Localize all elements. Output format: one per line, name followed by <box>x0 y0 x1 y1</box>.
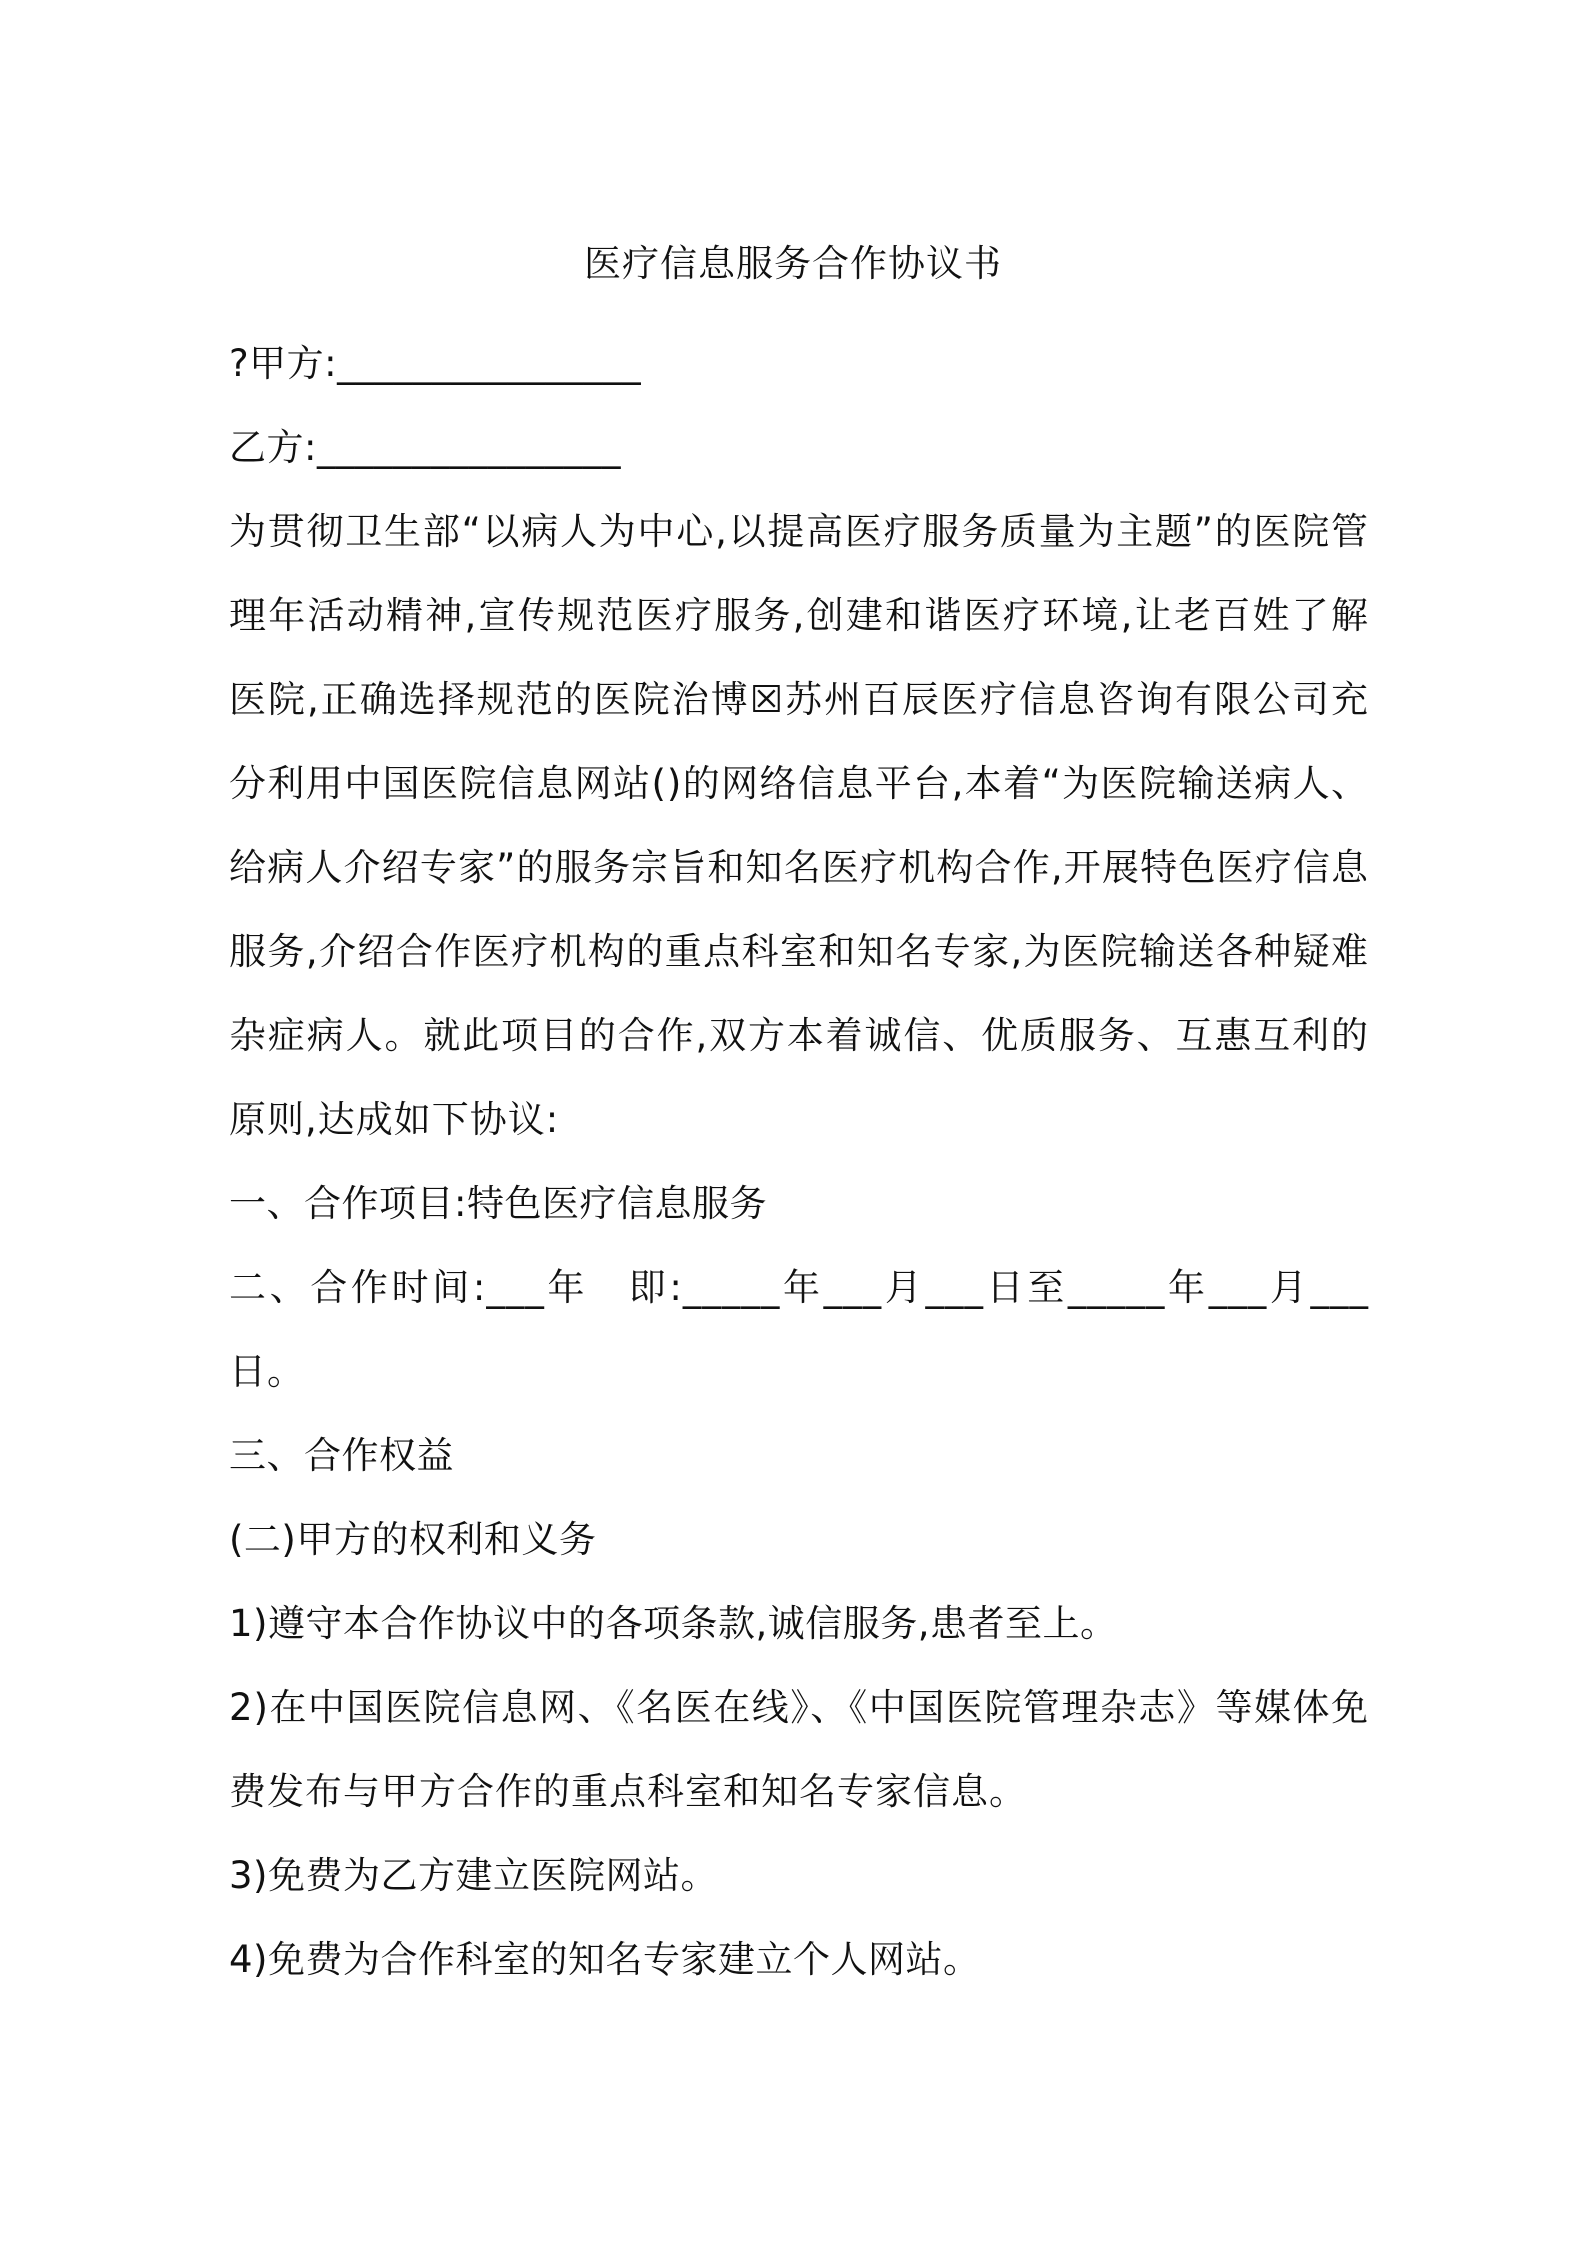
clause-1: 1)遵守本合作协议中的各项条款,诚信服务,患者至上。 <box>229 1602 1118 1645</box>
clause-2: 2)在中国医院信息网、《名医在线》、《中国医院管理杂志》等媒体免费发布与甲方合作的重点科室和知名专家信息。 <box>229 1686 1369 1813</box>
document-body <box>229 322 1369 2002</box>
section-cooperation-period: 二、合作时间:___年 即:_____年___月___日至_____年___月___日。 <box>229 1266 1369 1393</box>
document-title: 医疗信息服务合作协议书 <box>584 242 1002 285</box>
clause-3: 3)免费为乙方建立医院网站。 <box>229 1854 718 1897</box>
subsection-party-a-rights: (二)甲方的权利和义务 <box>229 1518 597 1561</box>
party-a-line: ?甲方:________________ <box>229 342 642 385</box>
clause-4: 4)免费为合作科室的知名专家建立个人网站。 <box>229 1938 981 1981</box>
intro-paragraph: 为贯彻卫生部“以病人为中心,以提高医疗服务质量为主题”的医院管理年活动精神,宣传规范医疗服务,创建和谐医疗环境,让老百姓了解医院,正确选择规范的医院治博☒苏州百辰医疗信息咨询有限公司充分利用中国医院信息网站()的网络信息平台,本着“为医院输送病人、给病人介绍专家”的服务宗旨和知名医疗机构合作,开展特色医疗信息服务,介绍合作医疗机构的重点科室和知名专家,为医院输送各种疑难杂症病人。就此项目的合作,双方本着诚信、优质服务、互惠互利的原则,达成如下协议: <box>229 510 1369 1141</box>
section-cooperation-rights: 三、合作权益 <box>229 1434 454 1477</box>
section-cooperation-item: 一、合作项目:特色医疗信息服务 <box>229 1182 767 1225</box>
party-b-line: 乙方:________________ <box>229 426 621 469</box>
